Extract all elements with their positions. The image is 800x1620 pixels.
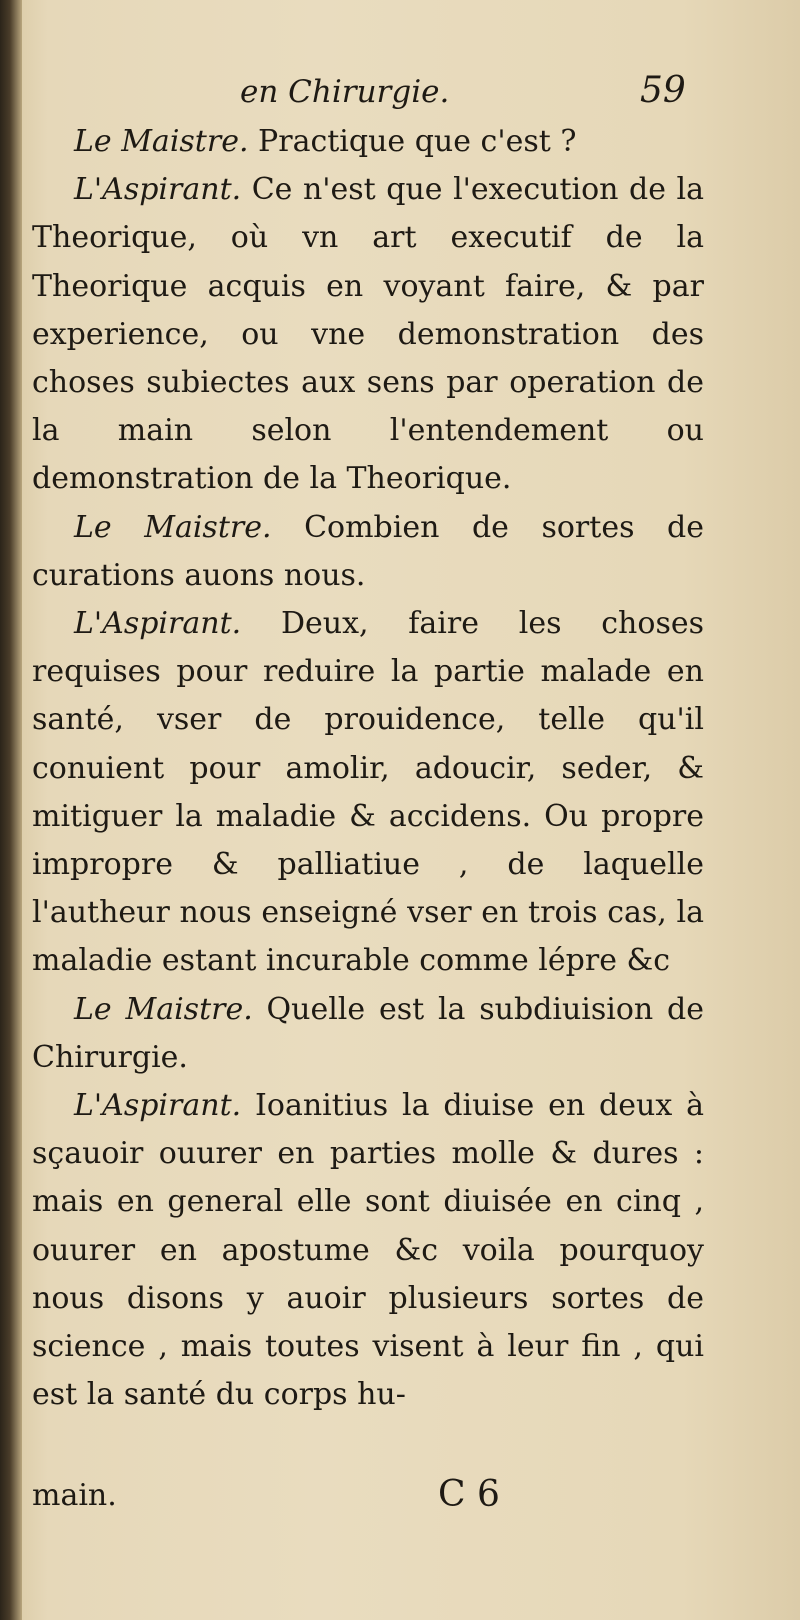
paragraph-text: Combien de sortes de curations auons nous. xyxy=(32,509,704,593)
dialogue-paragraph xyxy=(32,504,704,600)
speaker-label: L'Aspirant. xyxy=(74,172,242,208)
speaker-label: Le Maistre. xyxy=(74,991,253,1027)
paragraph-text: Ioanitius la diuise en deux à sçauoir ouurer en parties molle & dures : mais en general elle sont diuisée en cinq , ouurer en apostume &c voila pourquoy nous disons y auoir plusieurs sortes de science , mais toutes visent à leur fin , qui est la santé du corps hu- xyxy=(32,1088,704,1413)
binding-gutter xyxy=(0,0,22,1620)
paragraph-text: Practique que c'est ? xyxy=(248,124,577,159)
dialogue-paragraph xyxy=(32,166,704,503)
speaker-label: L'Aspirant. xyxy=(74,606,242,642)
body-text xyxy=(32,118,704,1419)
last-line: main. xyxy=(32,1478,117,1513)
dialogue-paragraph xyxy=(32,986,704,1082)
page-footer xyxy=(0,1474,800,1538)
speaker-label: Le Maistre. xyxy=(74,509,272,545)
running-head: en Chirurgie. xyxy=(240,74,450,110)
page-number: 59 xyxy=(640,70,686,111)
paragraph-text: Deux, faire les choses requises pour reduire la partie malade en santé, vser de prouidence, telle qu'il conuient pour amolir, adoucir, seder, & mitiguer la maladie & accidens. Ou propre impropre & palliatiue , de laquelle l'autheur nous enseigné vser en trois cas, la maladie estant incurable comme lépre &c xyxy=(32,606,704,979)
dialogue-paragraph xyxy=(32,1082,704,1419)
dialogue-paragraph xyxy=(32,118,704,166)
speaker-label: L'Aspirant. xyxy=(74,1088,242,1124)
signature-mark: C 6 xyxy=(438,1474,500,1515)
dialogue-paragraph xyxy=(32,600,704,986)
paragraph-text: Quelle est la subdiuision de Chirurgie. xyxy=(32,991,704,1075)
speaker-label: Le Maistre. xyxy=(74,124,249,159)
paragraph-text: Ce n'est que l'execution de la Theorique, où vn art executif de la Theorique acquis en voyant faire, & par experience, ou vne demonstration des choses subiectes aux sens par operation de la main selon l'entendement ou demonstration de la Theorique. xyxy=(32,172,704,497)
